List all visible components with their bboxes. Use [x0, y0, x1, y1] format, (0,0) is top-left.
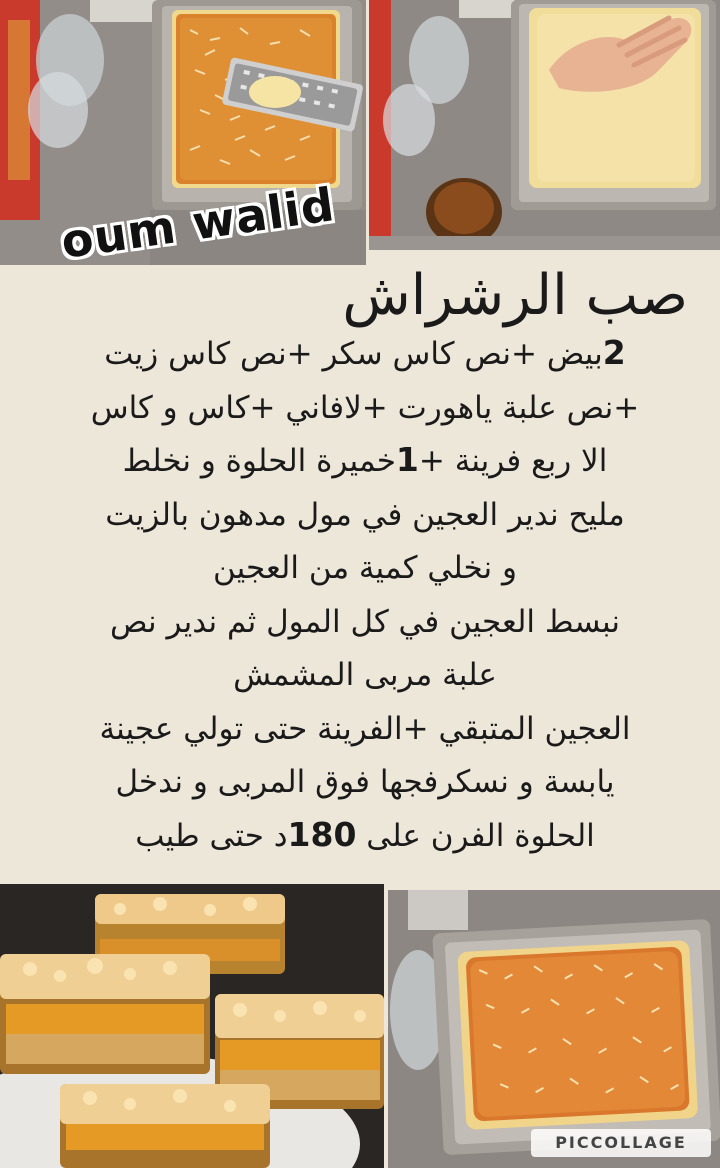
recipe-line-1: 2بيض +نص كاس سكر +نص كاس زيت — [104, 333, 626, 372]
author-watermark: oum walid — [57, 177, 339, 269]
photo-tray-before-baking — [388, 890, 720, 1168]
photo-br-art — [388, 890, 720, 1168]
photo-pressing-dough — [369, 0, 720, 250]
recipe-line-9: يابسة و نسكرفجها فوق المربى و ندخل — [115, 764, 615, 800]
recipe-line-10: الحلوة الفرن على 180د حتى طيب — [135, 814, 595, 854]
recipe-number: 2 — [602, 333, 626, 372]
recipe-line-6: نبسط العجين في كل المول ثم ندير نص — [110, 603, 620, 640]
recipe-title: صب الرشراش — [342, 263, 688, 328]
piccollage-logo: PICCOLLAGE — [531, 1129, 711, 1157]
recipe-panel — [0, 255, 720, 880]
recipe-number: 1 — [395, 440, 419, 479]
photo-bl-art — [0, 884, 384, 1168]
recipe-line-3: الا ربع فرينة +1خميرة الحلوة و نخلط — [122, 440, 608, 479]
recipe-body — [40, 327, 690, 862]
photo-tr-art — [369, 0, 720, 250]
photo-crumble-squares — [0, 884, 384, 1168]
recipe-line-7: علبة مربى المشمش — [233, 657, 497, 693]
recipe-line-8: العجين المتبقي +الفرينة حتى تولي عجينة — [99, 710, 631, 747]
recipe-line-2: +نص علبة ياهورت +لافاني +كاس و كاس — [90, 389, 640, 426]
recipe-line-5: و نخلي كمية من العجين — [213, 550, 517, 586]
recipe-number: 180 — [287, 814, 357, 854]
recipe-line-4: مليح ندير العجين في مول مدهون بالزيت — [105, 496, 625, 533]
